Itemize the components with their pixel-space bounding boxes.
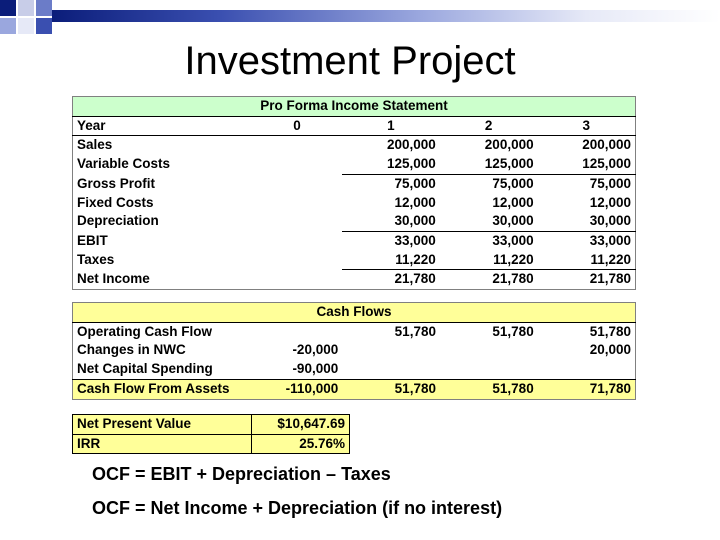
decor-square-3 bbox=[36, 0, 52, 16]
cell: 21,780 bbox=[394, 271, 436, 287]
column-header-year-0: 0 bbox=[293, 117, 301, 133]
cell bbox=[252, 251, 342, 270]
table-row bbox=[73, 360, 636, 379]
formula-notes bbox=[92, 462, 502, 530]
cell bbox=[538, 360, 636, 379]
cell: 21,780 bbox=[589, 271, 631, 287]
row-label: Depreciation bbox=[77, 213, 159, 229]
table-header-row bbox=[73, 116, 636, 136]
column-header-year: Year bbox=[77, 117, 106, 133]
cell: 20,000 bbox=[589, 342, 631, 358]
cell: 12,000 bbox=[492, 194, 534, 210]
decor-square-1 bbox=[0, 0, 16, 16]
cell: 30,000 bbox=[342, 212, 440, 231]
row-label: Changes in NWC bbox=[77, 342, 186, 358]
cell bbox=[252, 231, 342, 250]
cell bbox=[252, 174, 342, 193]
irr-label: IRR bbox=[73, 434, 252, 454]
cell: 75,000 bbox=[492, 175, 534, 191]
table-row bbox=[73, 341, 636, 360]
column-header-year-3: 3 bbox=[582, 117, 591, 133]
row-label: Variable Costs bbox=[77, 156, 171, 172]
decor-square-5 bbox=[18, 18, 34, 34]
summary-table bbox=[72, 414, 350, 454]
cell: 75,000 bbox=[589, 175, 631, 191]
cell: -110,000 bbox=[285, 380, 339, 396]
table-row bbox=[73, 251, 636, 270]
table-row bbox=[73, 136, 636, 155]
cell: 51,780 bbox=[394, 380, 436, 396]
cash-flows-table bbox=[72, 302, 636, 400]
table-row bbox=[73, 155, 636, 174]
cell bbox=[342, 360, 440, 379]
cell bbox=[342, 341, 440, 360]
formula-note-ebit: OCF = EBIT + Depreciation – Taxes bbox=[92, 464, 391, 484]
table-row bbox=[73, 174, 636, 193]
row-label: Cash Flow From Assets bbox=[77, 380, 230, 396]
cell bbox=[252, 136, 342, 155]
income-statement-table bbox=[72, 96, 636, 290]
cell bbox=[252, 155, 342, 174]
cell bbox=[440, 341, 538, 360]
table-row bbox=[73, 270, 636, 290]
cell bbox=[440, 360, 538, 379]
cell: 21,780 bbox=[492, 271, 534, 287]
cell: 12,000 bbox=[589, 194, 631, 210]
row-label: Taxes bbox=[77, 251, 115, 267]
cash-flows-header: Cash Flows bbox=[73, 303, 636, 323]
row-label: Sales bbox=[77, 137, 113, 153]
cell: 51,780 bbox=[394, 323, 436, 339]
cell: 200,000 bbox=[582, 137, 631, 153]
cell: 125,000 bbox=[342, 155, 440, 174]
title-decoration bbox=[0, 0, 720, 36]
row-label: EBIT bbox=[77, 232, 108, 248]
cell: 33,000 bbox=[589, 232, 631, 248]
table-row-total bbox=[73, 379, 636, 399]
npv-row bbox=[73, 415, 350, 435]
cell bbox=[252, 270, 342, 290]
column-header-year-2: 2 bbox=[484, 117, 493, 133]
cell: 200,000 bbox=[484, 137, 534, 153]
cell: 125,000 bbox=[440, 155, 538, 174]
cell bbox=[252, 194, 342, 213]
npv-value: $10,647.69 bbox=[252, 415, 350, 435]
page-title: Investment Project bbox=[184, 39, 516, 83]
decor-gradient-bar bbox=[52, 10, 720, 22]
cell: 33,000 bbox=[394, 232, 436, 248]
row-label: Gross Profit bbox=[77, 175, 156, 191]
cell: 30,000 bbox=[538, 212, 636, 231]
cell: 30,000 bbox=[440, 212, 538, 231]
row-label: Operating Cash Flow bbox=[77, 323, 213, 339]
decor-square-6 bbox=[36, 18, 52, 34]
cell: 33,000 bbox=[492, 232, 534, 248]
cell: 51,780 bbox=[589, 323, 631, 339]
table-row bbox=[73, 212, 636, 231]
cell: 125,000 bbox=[538, 155, 636, 174]
cell bbox=[252, 212, 342, 231]
row-label: Net Income bbox=[77, 271, 150, 287]
cell: -90,000 bbox=[292, 361, 339, 377]
cell: 200,000 bbox=[386, 137, 436, 153]
row-label: Net Capital Spending bbox=[77, 361, 213, 377]
decor-square-4 bbox=[0, 18, 16, 34]
row-label: Fixed Costs bbox=[77, 194, 154, 210]
cell: 51,780 bbox=[492, 380, 534, 396]
table-row bbox=[73, 194, 636, 213]
npv-label: Net Present Value bbox=[73, 415, 252, 435]
cell: 11,220 bbox=[440, 251, 538, 270]
cell: 11,220 bbox=[538, 251, 636, 270]
column-header-year-1: 1 bbox=[387, 117, 395, 133]
cell: 51,780 bbox=[492, 323, 534, 339]
income-statement-header: Pro Forma Income Statement bbox=[73, 97, 636, 117]
cell: 12,000 bbox=[394, 194, 436, 210]
cell: 75,000 bbox=[394, 175, 436, 191]
decor-square-2 bbox=[18, 0, 34, 16]
table-row bbox=[73, 322, 636, 341]
cell: -20,000 bbox=[292, 342, 339, 358]
cell: 71,780 bbox=[589, 380, 631, 396]
cell bbox=[252, 322, 342, 341]
irr-row bbox=[73, 434, 350, 454]
table-row bbox=[73, 231, 636, 250]
irr-value: 25.76% bbox=[252, 434, 350, 454]
formula-note-net-income: OCF = Net Income + Depreciation (if no interest) bbox=[92, 498, 503, 518]
cell: 11,220 bbox=[342, 251, 440, 270]
